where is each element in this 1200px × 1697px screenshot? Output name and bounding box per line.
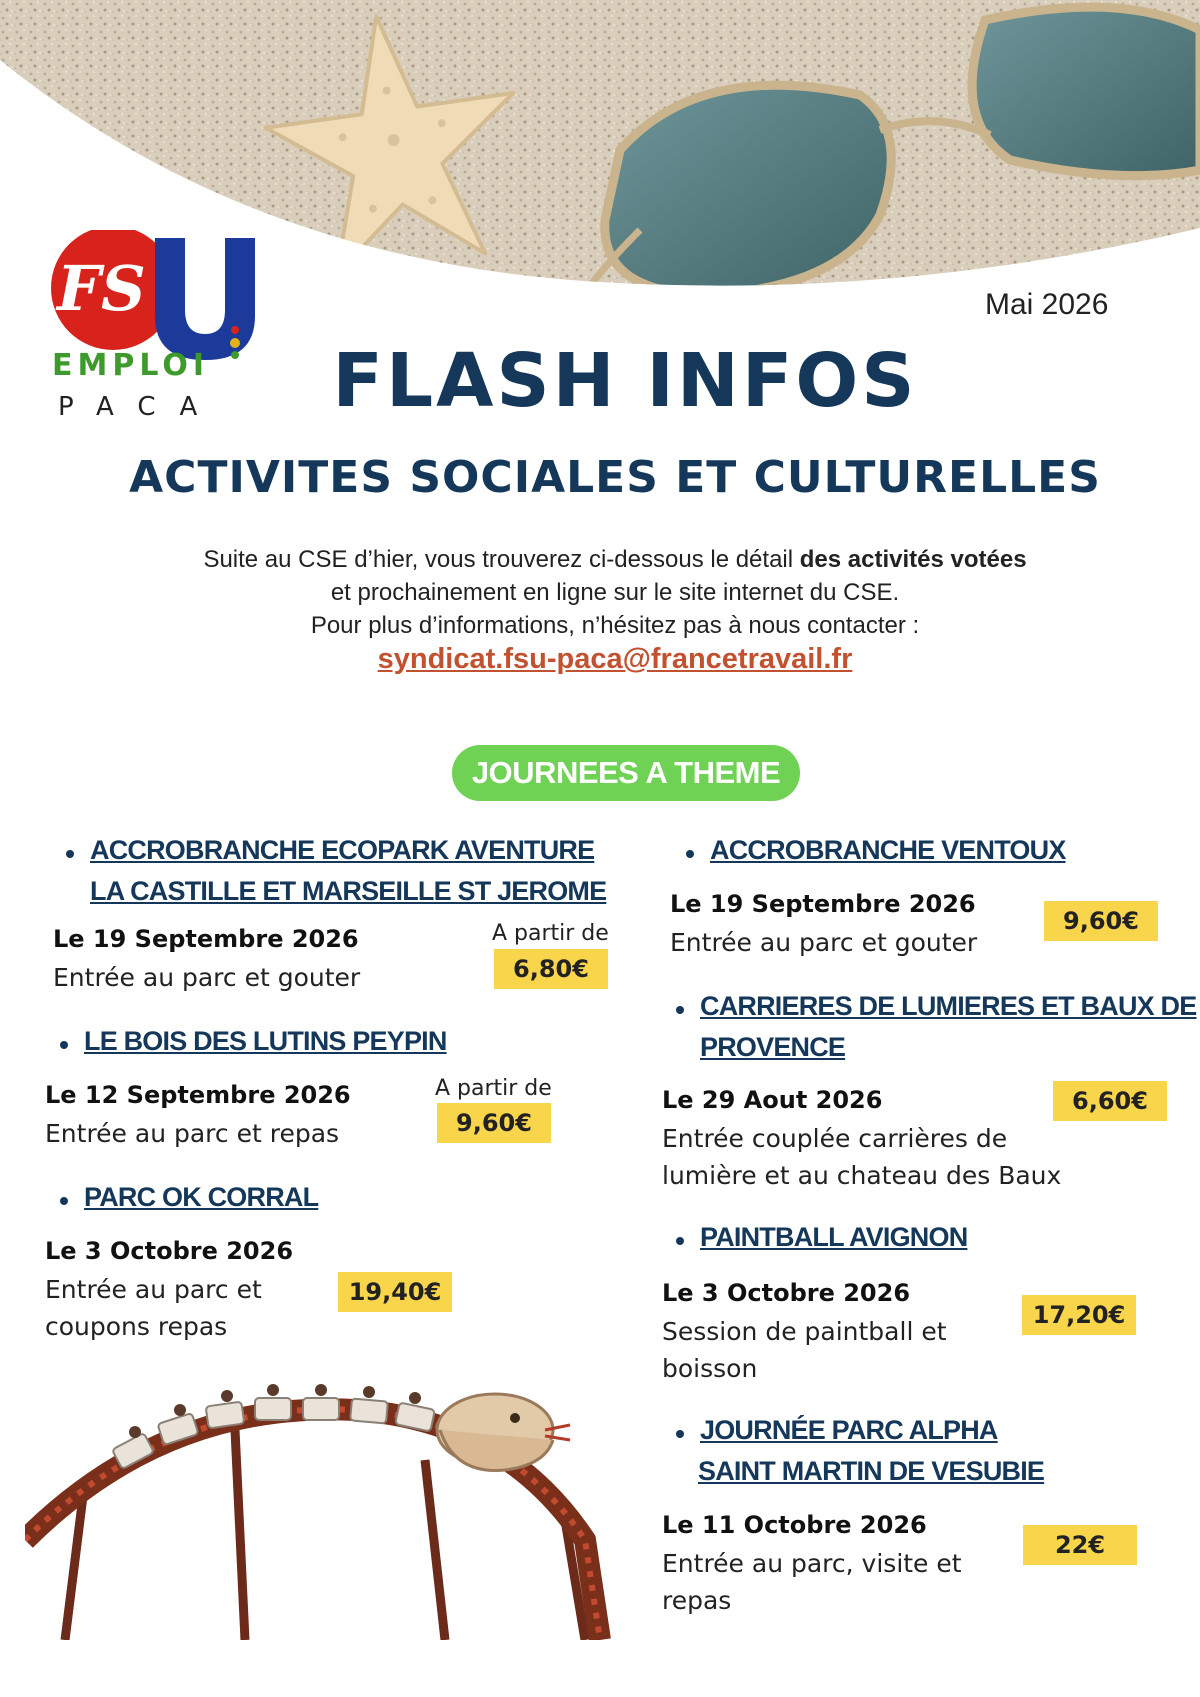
- activity-date: Le 29 Aout 2026: [662, 1086, 883, 1114]
- page-subtitle: ACTIVITES SOCIALES ET CULTURELLES: [129, 452, 1101, 503]
- price-badge: 6,80€: [494, 949, 608, 989]
- logo-paca-text: PACA: [58, 392, 222, 422]
- activity-date: Le 3 Octobre 2026: [45, 1237, 294, 1265]
- svg-text:FS: FS: [57, 252, 146, 325]
- price-badge: 19,40€: [338, 1272, 452, 1312]
- price-badge: 9,60€: [1044, 901, 1158, 941]
- activity-title[interactable]: PAINTBALL AVIGNON: [700, 1222, 968, 1252]
- price-from-label: A partir de: [435, 1076, 552, 1101]
- price-badge: 17,20€: [1022, 1295, 1136, 1335]
- activity-date: Le 11 Octobre 2026: [662, 1511, 927, 1539]
- activity-description: Entrée au parc et gouter: [53, 963, 361, 992]
- activity-description: Entrée couplée carrières de: [662, 1124, 1008, 1153]
- price-from-label: A partir de: [492, 921, 609, 946]
- bullet-icon: [676, 1006, 684, 1014]
- activity-description-line2: lumière et au chateau des Baux: [662, 1161, 1062, 1190]
- contact-email-link[interactable]: syndicat.fsu-paca@francetravail.fr: [377, 643, 853, 675]
- activity-description: Entrée au parc et: [45, 1275, 262, 1304]
- activity-title-line2[interactable]: LA CASTILLE ET MARSEILLE ST JEROME: [90, 876, 607, 906]
- activity-date: Le 19 Septembre 2026: [53, 925, 359, 953]
- activity-title[interactable]: ACCROBRANCHE VENTOUX: [710, 835, 1066, 865]
- activity-title[interactable]: JOURNÉE PARC ALPHA: [700, 1415, 998, 1445]
- bullet-icon: [686, 850, 694, 858]
- activity-date: Le 12 Septembre 2026: [45, 1081, 351, 1109]
- price-badge: 6,60€: [1053, 1081, 1167, 1121]
- activity-title-line2[interactable]: SAINT MARTIN DE VESUBIE: [698, 1456, 1045, 1486]
- bullet-icon: [60, 1041, 68, 1049]
- activity-date: Le 19 Septembre 2026: [670, 890, 976, 918]
- page-title: FLASH INFOS: [332, 338, 918, 424]
- issue-date: Mai 2026: [985, 288, 1109, 321]
- price-badge: 22€: [1023, 1525, 1137, 1565]
- section-label-journees: JOURNEES A THEME: [452, 745, 800, 801]
- activity-description: Session de paintball et: [662, 1317, 947, 1346]
- activity-title[interactable]: LE BOIS DES LUTINS PEYPIN: [84, 1026, 447, 1056]
- activity-description-line2: coupons repas: [45, 1312, 228, 1341]
- bullet-icon: [66, 850, 74, 858]
- activity-description-line2: repas: [662, 1586, 732, 1615]
- logo-emploi-text: EMPLOI: [52, 348, 210, 383]
- roller-coaster-illustration: [25, 1370, 615, 1640]
- activity-description-line2: boisson: [662, 1354, 758, 1383]
- activity-description: Entrée au parc et repas: [45, 1119, 340, 1148]
- intro-text: Suite au CSE d’hier, vous trouverez ci-dessous le détail des activités votées et prochainement en ligne sur le site internet du CSE. Pour plus d’informations, n’hésitez pas à nous contacter :: [203, 546, 1027, 639]
- bullet-icon: [676, 1237, 684, 1245]
- snake-head-icon: [437, 1394, 570, 1471]
- activity-description: Entrée au parc, visite et: [662, 1549, 962, 1578]
- activity-title[interactable]: ACCROBRANCHE ECOPARK AVENTURE: [90, 835, 595, 865]
- activity-title[interactable]: CARRIERES DE LUMIERES ET BAUX DE: [700, 991, 1197, 1021]
- activity-date: Le 3 Octobre 2026: [662, 1279, 911, 1307]
- activity-description: Entrée au parc et gouter: [670, 928, 978, 957]
- activity-title[interactable]: PARC OK CORRAL: [84, 1182, 319, 1212]
- price-badge: 9,60€: [437, 1103, 551, 1143]
- bullet-icon: [676, 1430, 684, 1438]
- activity-title-line2[interactable]: PROVENCE: [700, 1032, 846, 1062]
- bullet-icon: [60, 1197, 68, 1205]
